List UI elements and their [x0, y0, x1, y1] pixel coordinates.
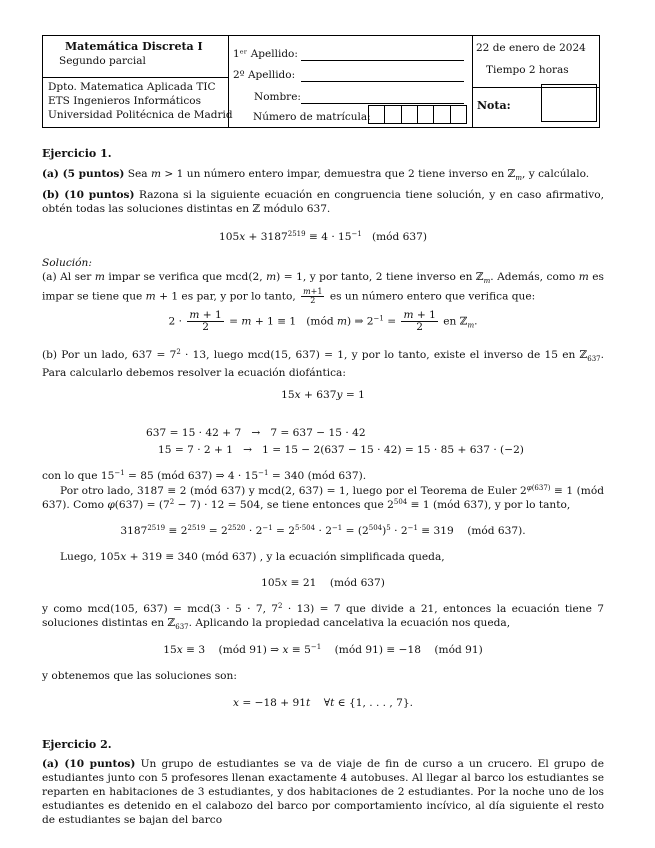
- nombre-field[interactable]: [301, 103, 464, 104]
- solutions-intro: y obtenemos que las soluciones son:: [42, 670, 237, 682]
- university: Universidad Politécnica de Madrid: [48, 109, 233, 121]
- exam-type: Segundo parcial: [59, 55, 146, 67]
- gcd-paragraph: y como mcd(105, 637) = mcd(3 · 5 · 7, $7^2 \cdot 13) = 7$ que divide a 21, entonces la ecuación tiene 7 soluciones distintas en ℤ$_{637}$. Aplicando la propiedad cancelativa la ecuación nos queda,: [42, 602, 604, 632]
- apellido2-field[interactable]: [301, 81, 464, 82]
- department: Dpto. Matematica Aplicada TIC: [48, 81, 216, 93]
- exercise-2-title: Ejercicio 2.: [42, 738, 112, 751]
- nota-label: Nota:: [477, 99, 511, 112]
- equation-cancelled: 15x ≡ 3 (mód 91) ⇒ $x \equiv 5^{-1}$ (mód 91) ≡ −18 (mód 91): [163, 643, 483, 656]
- apellido1-field[interactable]: [301, 60, 464, 61]
- nombre-label: Nombre:: [254, 91, 301, 103]
- equation-inverse-2: 2 · $\frac{m + 1}{2}$ = m + 1 ≡ 1 (mód m) ⇒ $2^{-1}$ = $\frac{m + 1}{2}$ en ℤ$_m$.: [168, 309, 478, 333]
- equation-solutions: x = −18 + 91t ∀t ∈ {1, . . . , 7}.: [232, 697, 414, 709]
- exercise-1-title: Ejercicio 1.: [42, 147, 112, 160]
- inverse-result: con lo que $15^{-1} = 85$ (mód 637) ⇒ $4 \cdot 15^{-1} = 340$ (mód 637).: [42, 469, 367, 482]
- solution-b-text: (b) Por un lado, $637 = 7^2 \cdot 13$, luego mcd(15, 637) = 1, y por lo tanto, existe el inverso de 15 en ℤ$_{637}$. Para calcularlo debemos resolver la ecuación diofántica:: [42, 348, 605, 380]
- simplify-paragraph: Luego, 105x + 319 ≡ 340 (mód 637) , y la ecuación simplificada queda,: [60, 551, 445, 563]
- school: ETS Ingenieros Informáticos: [48, 95, 201, 107]
- euclid-step-1: 637 = 15 · 42 + 7 → 7 = 637 − 15 · 42: [146, 427, 366, 439]
- apellido1-label: 1ᵉʳ Apellido:: [233, 48, 298, 60]
- equation-power: $3187^{2519} \equiv 2^{2519} = 2^{2520} \cdot 2^{-1} = 2^{5\cdot 504} \cdot 2^{-1} = (2^{504})^5 \cdot 2^{-1} \equiv 319$ (mód 637).: [120, 524, 526, 537]
- exam-duration: Tiempo 2 horas: [486, 64, 569, 76]
- euclid-step-2: 15 = 7 · 2 + 1 → 1 = 15 − 2(637 − 15 · 42) = 15 · 85 + 637 · (−2): [158, 444, 524, 456]
- matricula-boxes[interactable]: [368, 105, 467, 124]
- exercise-1a-statement: (a) (5 puntos) Sea m > 1 un número entero impar, demuestra que 2 tiene inverso en ℤ$_m$, y calcúlalo.: [42, 168, 590, 183]
- euler-paragraph: Por otro lado, 3187 ≡ 2 (mód 637) y mcd(2, 637) = 1, luego por el Teorema de Euler $2^{\varphi(637)} \equiv 1$ (mód 637). Como $\varphi(637) = (7^2 - 7) \cdot 12 = 504$, se tiene entonces que $2^{504} \equiv 1$ (mód 637), y por lo tanto,: [42, 484, 604, 511]
- equation-diophantine: 15x + 637y = 1: [281, 389, 365, 401]
- exercise-1b-statement: (b) (10 puntos) Razona si la siguiente ecuación en congruencia tiene solución, y en caso afirmativo, obtén todas las soluciones distintas en ℤ módulo 637.: [42, 189, 605, 215]
- equation-main: $105x + 3187^{2519} \equiv 4 \cdot 15^{-1}$ (mód 637): [218, 230, 428, 243]
- exam-header: [42, 35, 600, 128]
- apellido2-label: 2º Apellido:: [233, 69, 296, 81]
- nota-box[interactable]: [541, 84, 597, 122]
- exercise-2a-statement: (a) (10 puntos) Un grupo de estudiantes se va de viaje de fin de curso a un crucero. El grupo de estudiantes junto con 5 profesores llenan exactamente 4 autobuses. Al llegar al barco los estudiantes se reparten en habitaciones de 3 estudiantes, y dos habitaciones de 2 estudiantes. Por la noche uno de los estudiantes es detenido en el calabozo del barco por comportamiento incívico, al día siguiente el resto de estudiantes se bajan del barco: [42, 758, 604, 826]
- solution-a-text: (a) Al ser m impar se verifica que mcd(2, m) = 1, y por tanto, 2 tiene inverso en ℤ$_m$. Además, como m es impar se tiene que m + 1 es par, y por lo tanto, $\frac{m+1}{2}$ es un número entero que verifica que:: [42, 271, 604, 306]
- solution-label: Solución:: [42, 257, 92, 269]
- exam-date: 22 de enero de 2024: [476, 42, 586, 54]
- matricula-label: Número de matrícula:: [253, 111, 371, 123]
- equation-simplified: 105x ≡ 21 (mód 637): [261, 577, 385, 589]
- course-title: Matemática Discreta I: [65, 40, 203, 53]
